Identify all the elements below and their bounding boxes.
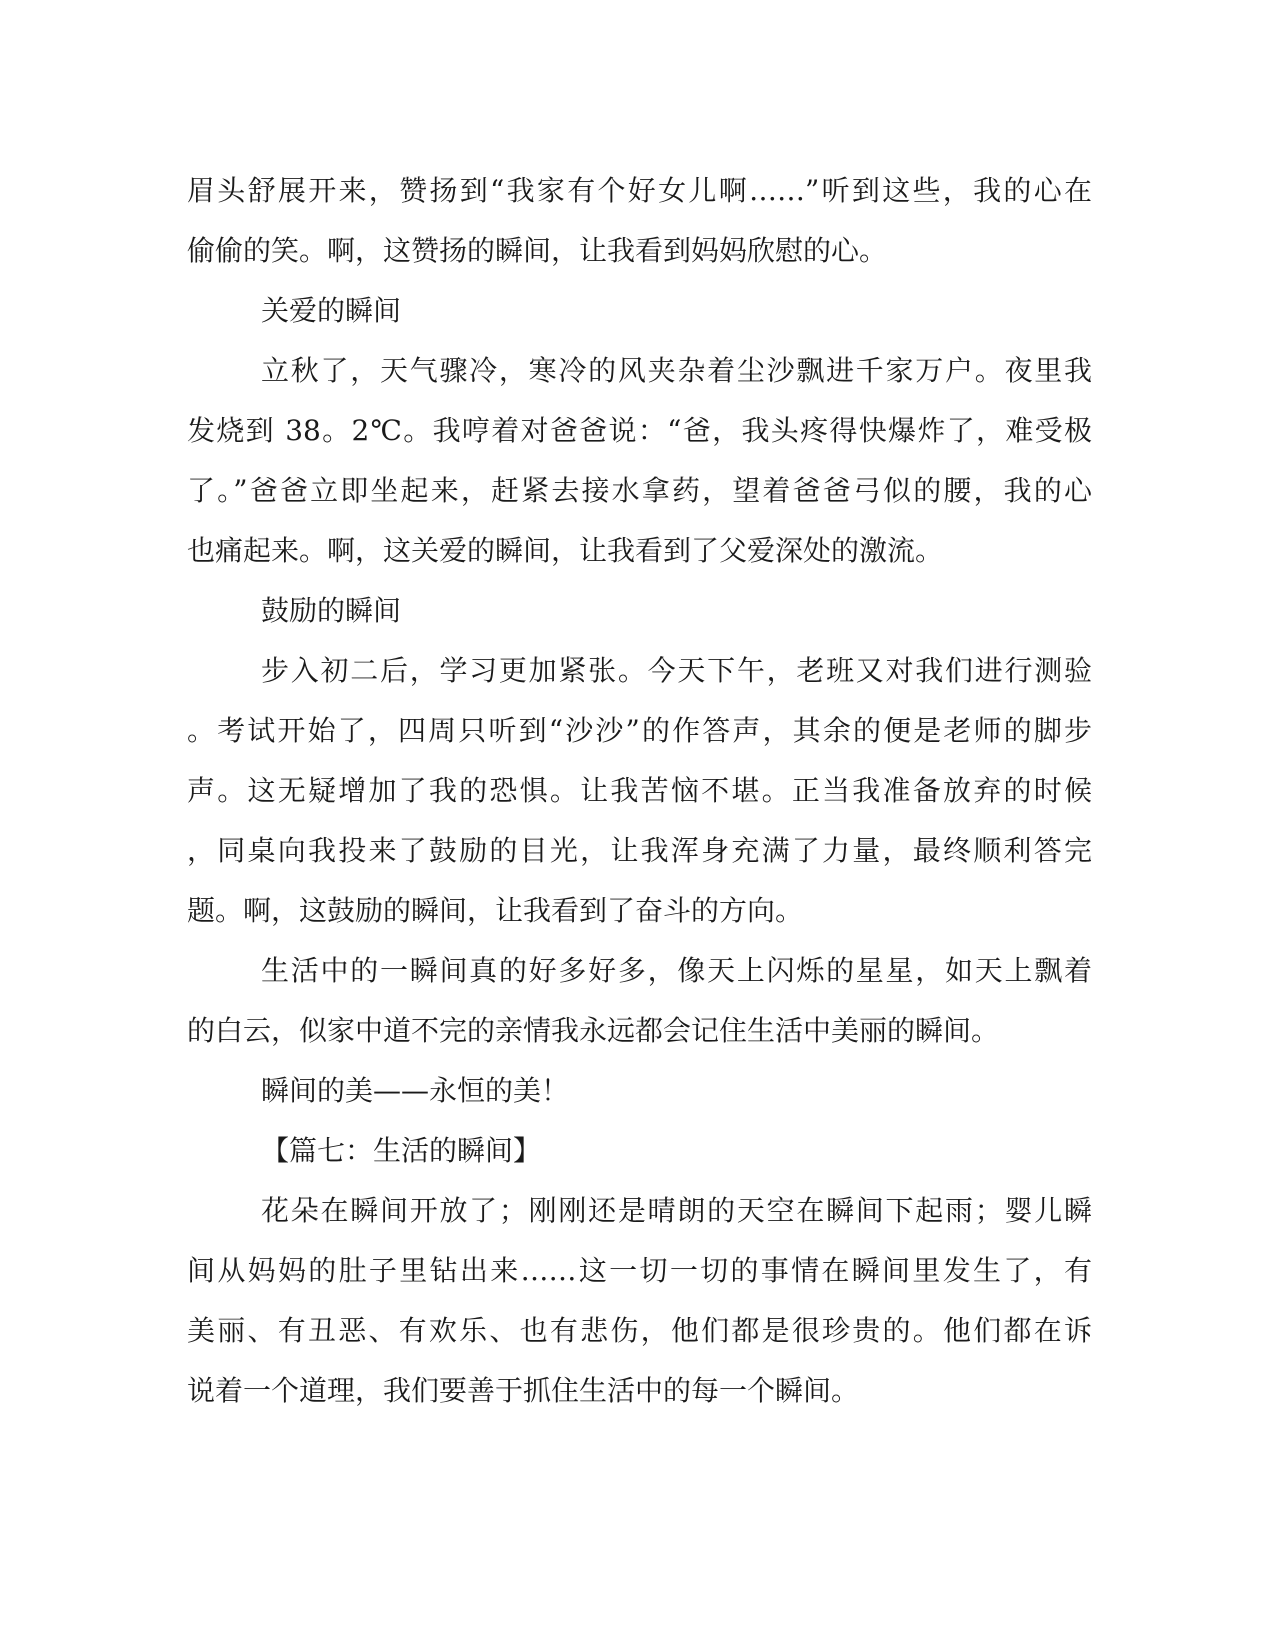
section-heading: 关爱的瞬间 bbox=[261, 294, 402, 327]
text-line: 声。这无疑增加了我的恐惧。让我苦恼不堪。正当我准备放弃的时候 bbox=[187, 774, 1092, 807]
essay-body bbox=[187, 161, 1092, 1421]
text-line: 眉头舒展开来，赞扬到“我家有个好女儿啊……”听到这些，我的心在 bbox=[187, 174, 1092, 207]
text-line: 发烧到 38。2℃。我哼着对爸爸说：“爸，我头疼得快爆炸了，难受极 bbox=[187, 414, 1092, 447]
text-line: 步入初二后，学习更加紧张。今天下午，老班又对我们进行测验 bbox=[261, 654, 1092, 687]
text-line: 。考试开始了，四周只听到“沙沙”的作答声，其余的便是老师的脚步 bbox=[187, 714, 1092, 747]
closing-line: 瞬间的美——永恒的美！ bbox=[261, 1074, 570, 1107]
text-line: 题。啊，这鼓励的瞬间，让我看到了奋斗的方向。 bbox=[187, 894, 804, 927]
text-line: 花朵在瞬间开放了；刚刚还是晴朗的天空在瞬间下起雨；婴儿瞬 bbox=[261, 1194, 1092, 1227]
text-line: 美丽、有丑恶、有欢乐、也有悲伤，他们都是很珍贵的。他们都在诉 bbox=[187, 1314, 1092, 1347]
text-line: ，同桌向我投来了鼓励的目光，让我浑身充满了力量，最终顺利答完 bbox=[187, 834, 1092, 867]
text-line: 也痛起来。啊，这关爱的瞬间，让我看到了父爱深处的激流。 bbox=[187, 534, 944, 567]
section-heading: 鼓励的瞬间 bbox=[261, 594, 402, 627]
text-line: 的白云，似家中道不完的亲情我永远都会记住生活中美丽的瞬间。 bbox=[187, 1014, 1000, 1047]
text-line: 间从妈妈的肚子里钻出来……这一切一切的事情在瞬间里发生了，有 bbox=[187, 1254, 1092, 1287]
text-line: 了。”爸爸立即坐起来，赶紧去接水拿药，望着爸爸弓似的腰，我的心 bbox=[187, 474, 1092, 507]
text-line: 偷偷的笑。啊，这赞扬的瞬间，让我看到妈妈欣慰的心。 bbox=[187, 234, 888, 267]
text-line: 立秋了，天气骤冷，寒冷的风夹杂着尘沙飘进千家万户。夜里我 bbox=[261, 354, 1092, 387]
text-line: 说着一个道理，我们要善于抓住生活中的每一个瞬间。 bbox=[187, 1374, 860, 1407]
text-line: 生活中的一瞬间真的好多好多，像天上闪烁的星星，如天上飘着 bbox=[261, 954, 1092, 987]
chapter-title: 【篇七：生活的瞬间】 bbox=[261, 1134, 542, 1167]
